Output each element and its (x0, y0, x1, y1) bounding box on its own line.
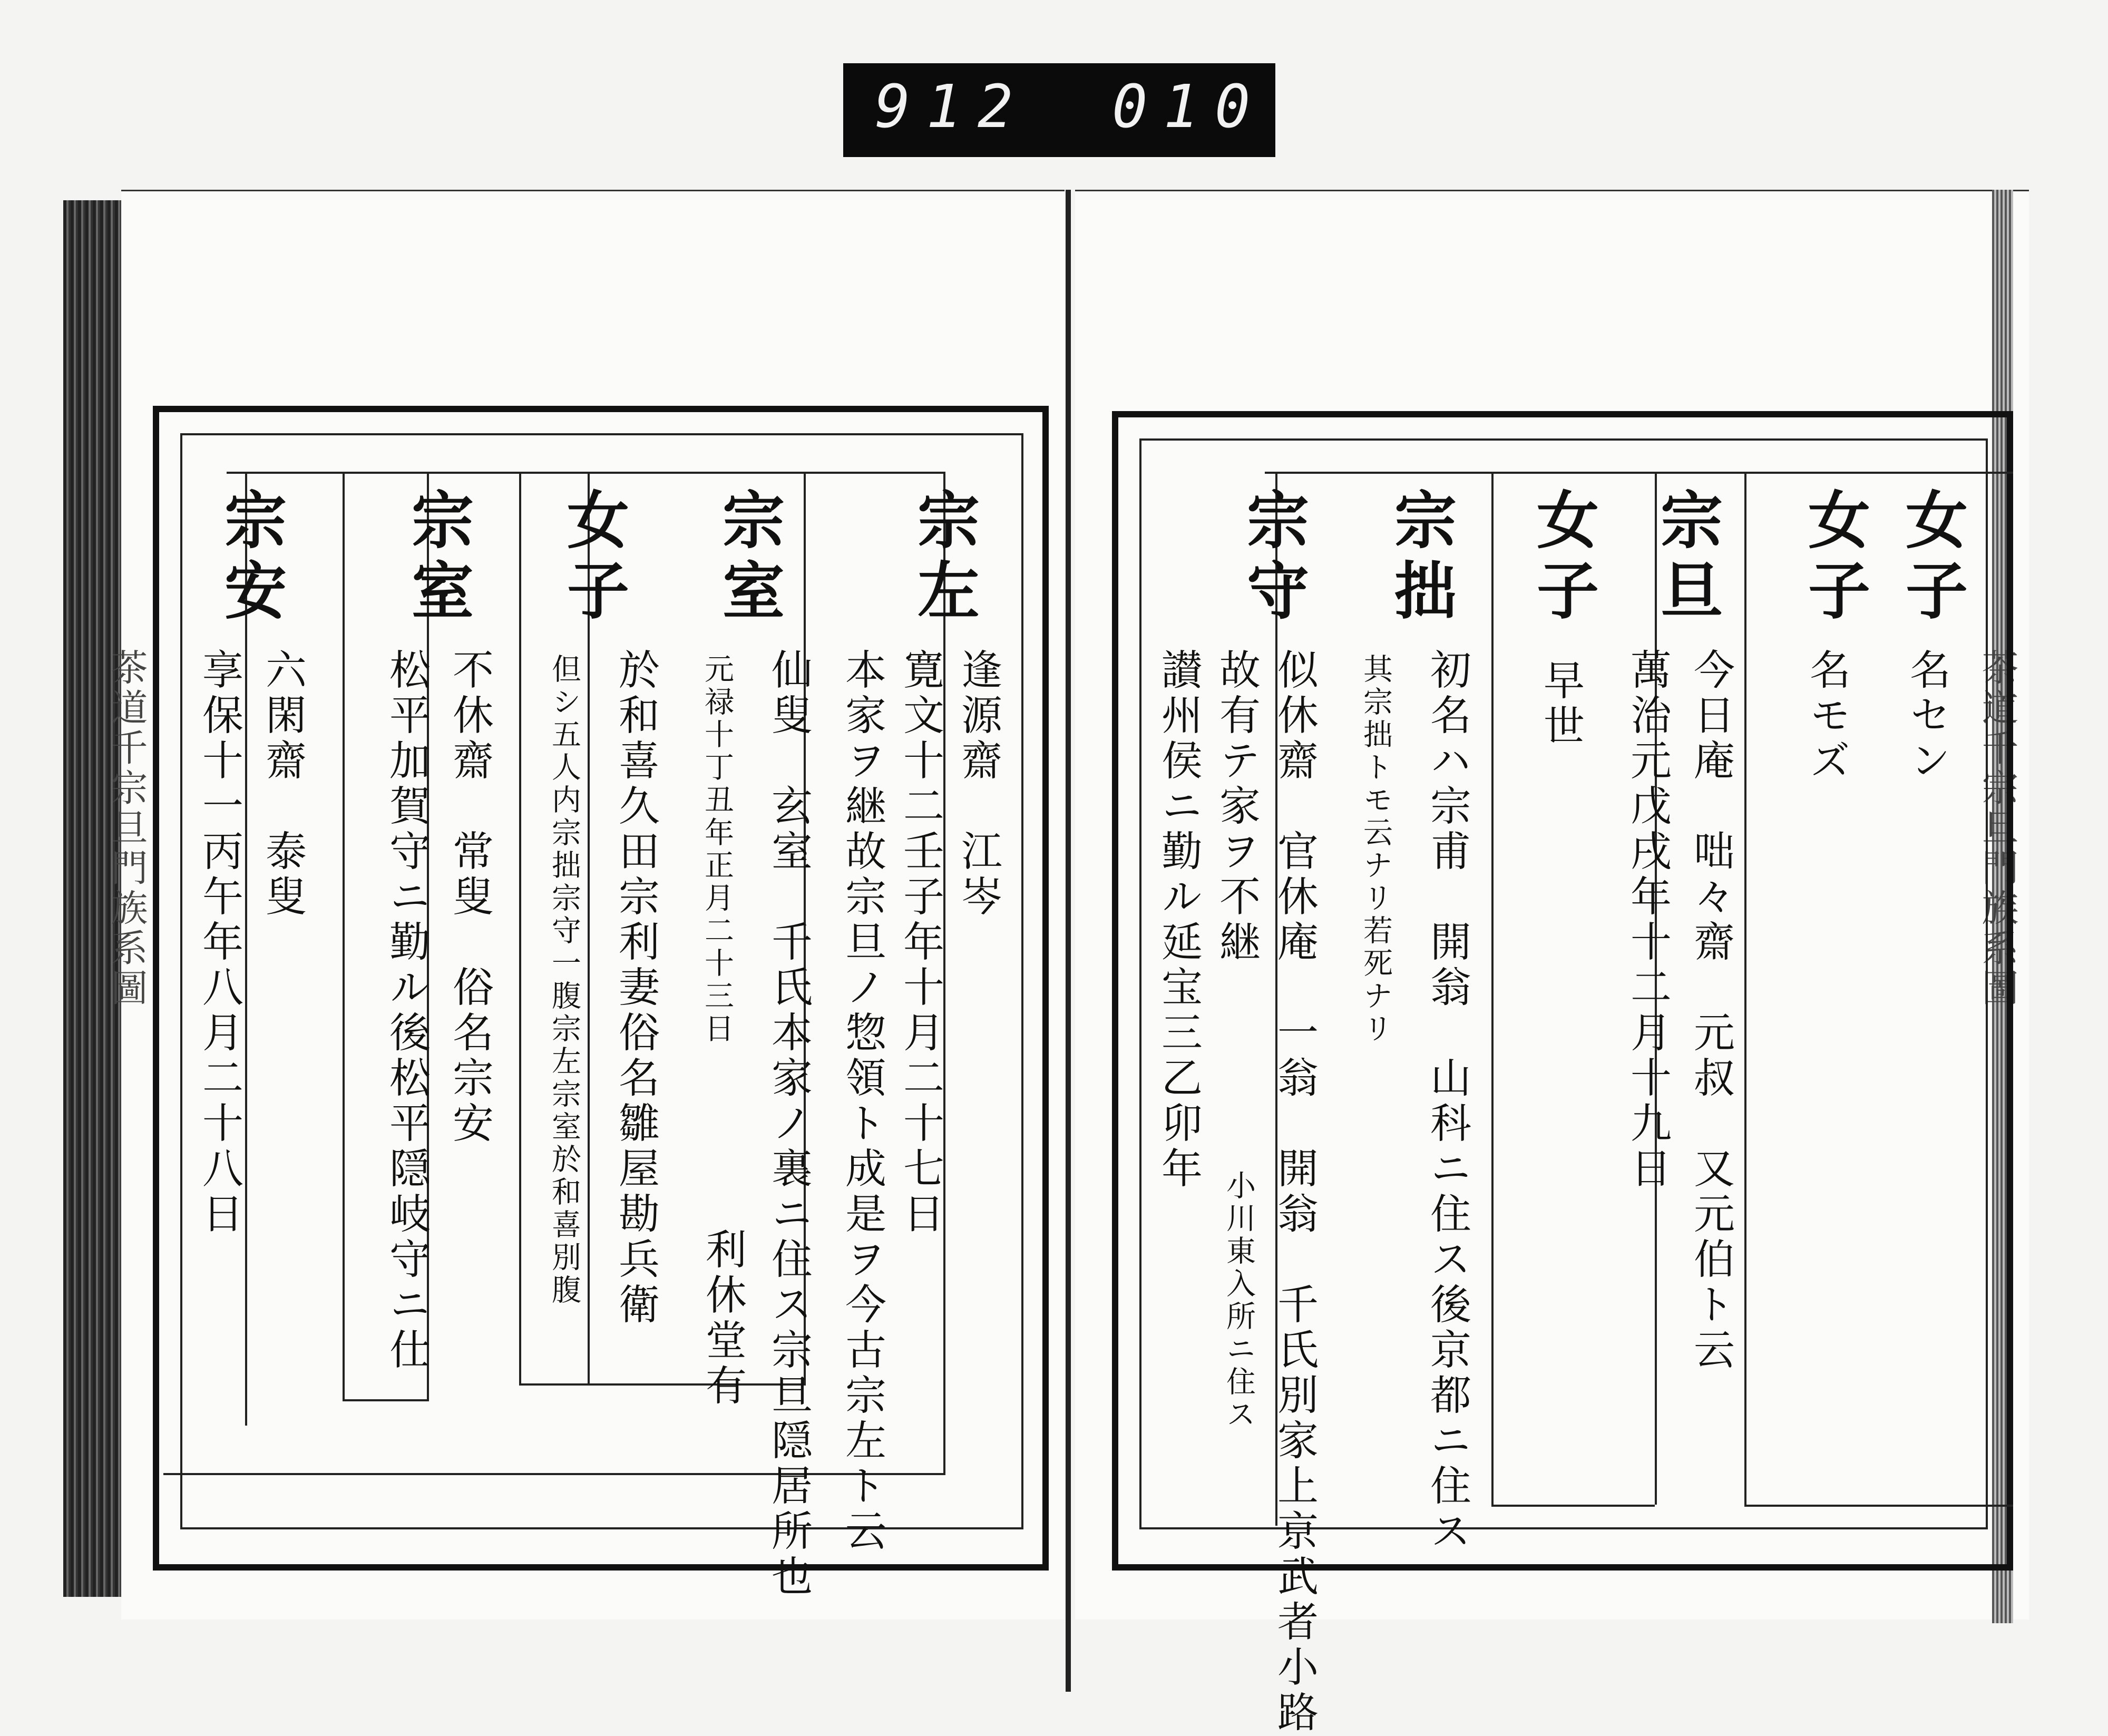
entry-name-soshitsu: 宗室 (712, 487, 785, 629)
entry-line: 松平加賀守ニ勤ル後松平隠岐守ニ仕 (383, 648, 430, 1373)
entry-line: 小川東入所ニ住ス (1222, 1170, 1256, 1431)
left-box-side (519, 472, 521, 1383)
entry-name-joshi-2: 女子 (1798, 487, 1871, 629)
running-title-left: 茶道千宗旦門族系圖 (105, 648, 148, 1009)
right-sibling-line (1265, 472, 2013, 474)
entry-line: 名セン (1903, 648, 1950, 784)
left-sibling-line (227, 472, 943, 474)
catalog-number-left: 912 (875, 73, 1029, 141)
entry-line: 逢源齋 江岑 (954, 648, 1002, 920)
right-branch-bottom (1491, 1505, 1655, 1507)
entry-name-soan: 宗安 (214, 487, 287, 629)
entry-line: 其宗拙トモ云ナリ若死ナリ (1359, 654, 1393, 1046)
page-gutter (1066, 190, 1071, 1692)
entry-line: 於和喜久田宗利妻俗名雛屋勘兵衛 (612, 648, 659, 1328)
left-branch-4b (343, 472, 345, 1399)
entry-line: 早世 (1537, 659, 1584, 749)
entry-name-joshi-1: 女子 (1895, 487, 1968, 629)
entry-line: 本家ヲ継故宗旦ノ惣領ト成是ヲ今古宗左ト云 (838, 648, 886, 1555)
entry-line: 不休齋 常叟 俗名宗安 (446, 648, 493, 1147)
entry-name-sosa: 宗左 (907, 487, 980, 629)
running-title-right: 茶道千宗旦門族系圖 (1976, 648, 2019, 1009)
entry-line: 享保十一丙午年八月二十八日 (196, 648, 243, 1237)
entry-line: 讃州侯ニ勤ル延宝三乙卯年 (1155, 648, 1202, 1192)
right-branch (1744, 472, 1746, 1505)
entry-line: 故有テ家ヲ不継 (1213, 648, 1260, 965)
right-branch-bottom (1744, 1505, 2013, 1507)
catalog-label (843, 63, 1275, 157)
entry-line: 元禄十丁丑年正月二十三日 (700, 654, 734, 1046)
entry-line: 但シ五人内宗拙宗守一腹宗左宗室於和喜別腹 (547, 654, 581, 1307)
entry-line: 初名ハ宗甫 開翁 山科ニ住ス後京都ニ住ス (1423, 648, 1471, 1555)
entry-line: 仙叟 玄室 千氏本家ノ裏ニ住ス宗旦隠居所也 (765, 648, 812, 1600)
catalog-number-right: 010 (1112, 73, 1266, 141)
entry-line: 名モズ (1803, 648, 1850, 784)
right-branch (1491, 472, 1494, 1505)
entry-line: 似休齋 官休庵 一翁 開翁 千氏別家上京武者小路 (1271, 648, 1318, 1736)
entry-name-joshi-3: 女子 (1526, 487, 1599, 629)
entry-name-soshitsu-2: 宗室 (401, 487, 474, 629)
entry-name-joshi: 女子 (557, 487, 630, 629)
entry-line: 利休堂有 (699, 1228, 746, 1409)
entry-line: 萬治元戊戌年十二月十九日 (1624, 648, 1671, 1192)
entry-name-sotan: 宗旦 (1650, 487, 1723, 629)
entry-name-sosetsu: 宗拙 (1384, 487, 1457, 629)
entry-name-soshu: 宗守 (1236, 487, 1310, 629)
entry-line: 寛文十二壬子年十月二十七日 (896, 648, 944, 1237)
left-branch-4-bottom (343, 1399, 429, 1401)
entry-line: 今日庵 咄々齋 元叔 又元伯ト云 (1687, 648, 1734, 1373)
left-bottom-line (163, 1473, 945, 1475)
entry-line: 六閑齋 泰叟 (259, 648, 306, 920)
